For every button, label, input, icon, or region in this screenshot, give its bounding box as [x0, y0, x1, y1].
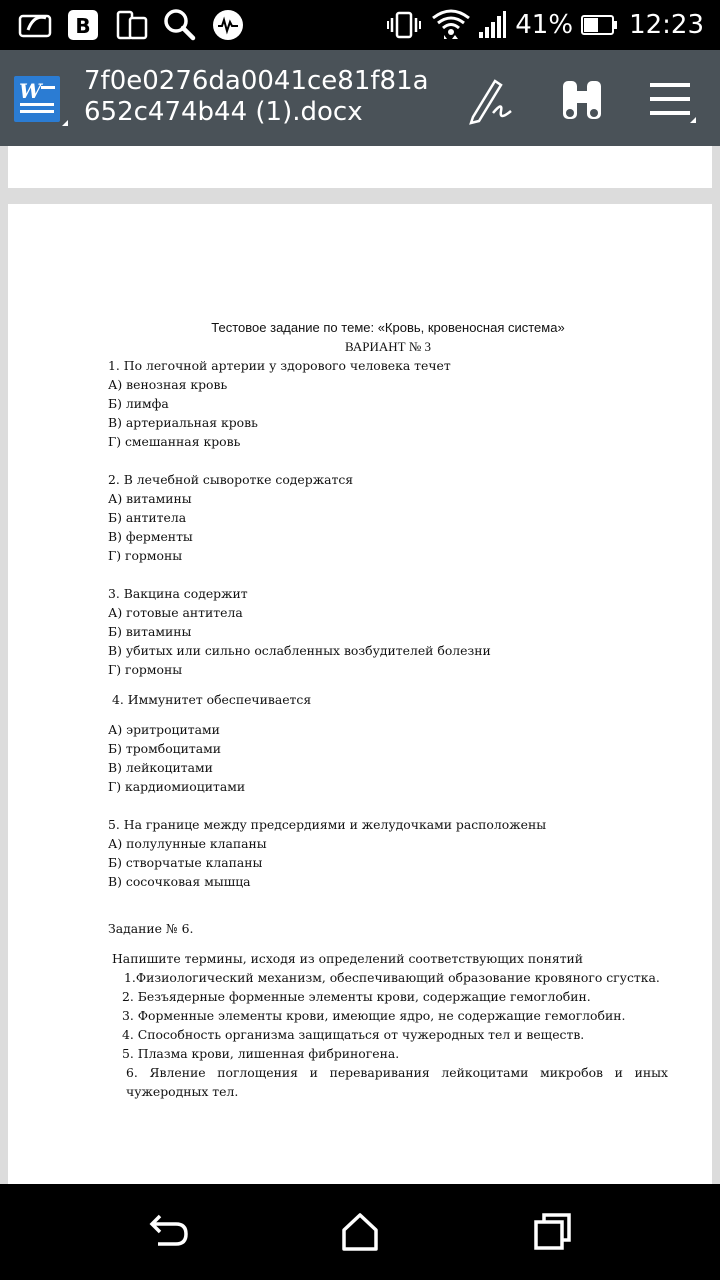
- answer-option: А) венозная кровь: [108, 377, 228, 392]
- question-text: 4. Иммунитет обеспечивается: [112, 692, 312, 707]
- signal-icon: [477, 10, 507, 40]
- menu-icon: [646, 75, 698, 125]
- battery-icon: [581, 14, 617, 36]
- search-icon: [166, 11, 193, 38]
- svg-text:W: W: [19, 79, 42, 103]
- music-app-icon: [213, 10, 243, 40]
- answer-option: Г) гормоны: [108, 662, 183, 677]
- edit-button[interactable]: [462, 72, 518, 128]
- answer-option: В) убитых или сильно ослабленных возбудителей болезни: [108, 643, 491, 658]
- find-button[interactable]: [554, 72, 610, 128]
- document-title: 7f0e0276da0041ce81f81a652c474b44 (1).docx: [84, 66, 429, 127]
- question-1: [108, 356, 668, 451]
- answer-option: Б) лимфа: [108, 396, 169, 411]
- task-item: 1.Физиологический механизм, обеспечивающий образование кровяного сгустка.: [124, 970, 660, 985]
- clock: 12:23: [629, 10, 704, 40]
- edit-pen-icon: [465, 75, 515, 125]
- answer-option: Б) витамины: [108, 624, 192, 639]
- vibrate-icon: [387, 10, 421, 40]
- menu-button[interactable]: [644, 72, 700, 128]
- svg-text:B: B: [75, 14, 91, 38]
- answer-option: Б) тромбоцитами: [108, 741, 222, 756]
- variant-heading: ВАРИАНТ № 3: [345, 339, 431, 354]
- answer-option: В) артериальная кровь: [108, 415, 258, 430]
- task-instruction: Напишите термины, исходя из определений соответствующих понятий: [112, 951, 584, 966]
- question-5: [108, 815, 668, 891]
- word-doc-icon[interactable]: [14, 76, 68, 126]
- dual-sim-icon: [118, 12, 146, 38]
- page-content: [108, 318, 668, 1101]
- answer-option: Б) створчатые клапаны: [108, 855, 263, 870]
- answer-option: Г) кардиомиоцитами: [108, 779, 246, 794]
- navigation-bar: [0, 1184, 720, 1280]
- question-2: [108, 470, 668, 565]
- previous-page: [8, 146, 712, 188]
- task-item: 5. Плазма крови, лишенная фибриногена.: [122, 1046, 400, 1061]
- answer-option: В) сосочковая мышца: [108, 874, 251, 889]
- task-6: [108, 919, 668, 1101]
- status-bar: [0, 0, 720, 50]
- notification-icons: [18, 8, 278, 42]
- task-item: 6. Явление поглощения и переваривания лейкоцитами микробов и иных чужеродных тел.: [126, 1065, 668, 1099]
- screenshot-icon: [20, 16, 50, 36]
- battery-percent: 41%: [515, 10, 574, 40]
- document-heading: Тестовое задание по теме: «Кровь, кровеносная система»: [211, 320, 565, 335]
- home-button[interactable]: [336, 1212, 384, 1252]
- answer-option: А) готовые антитела: [108, 605, 243, 620]
- task-item: 4. Способность организма защищаться от чужеродных тел и веществ.: [122, 1027, 585, 1042]
- answer-option: Г) гормоны: [108, 548, 183, 563]
- binoculars-icon: [557, 75, 607, 125]
- back-button[interactable]: [144, 1212, 192, 1252]
- document-page: [8, 204, 712, 1184]
- question-text: 1. По легочной артерии у здорового человека течет: [108, 358, 451, 373]
- app-bar: [0, 50, 720, 146]
- answer-option: В) ферменты: [108, 529, 193, 544]
- question-3: [108, 584, 668, 679]
- answer-option: А) полулунные клапаны: [108, 836, 267, 851]
- answer-option: А) эритроцитами: [108, 722, 220, 737]
- back-icon: [146, 1214, 190, 1250]
- recent-apps-button[interactable]: [528, 1212, 576, 1252]
- answer-option: Б) антитела: [108, 510, 187, 525]
- answer-option: В) лейкоцитами: [108, 760, 213, 775]
- task-item: 2. Безъядерные форменные элементы крови, содержащие гемоглобин.: [122, 989, 591, 1004]
- task-heading: Задание № 6.: [108, 921, 194, 936]
- document-viewer[interactable]: [0, 146, 720, 1184]
- question-4: [108, 690, 668, 796]
- question-text: 2. В лечебной сыворотке содержатся: [108, 472, 354, 487]
- answer-option: А) витамины: [108, 491, 192, 506]
- question-text: 5. На границе между предсердиями и желудочками расположены: [108, 817, 547, 832]
- task-item: 3. Форменные элементы крови, имеющие ядро, не содержащие гемоглобин.: [122, 1008, 626, 1023]
- status-right: [387, 0, 704, 50]
- vk-icon: [68, 10, 98, 40]
- answer-option: Г) смешанная кровь: [108, 434, 241, 449]
- question-text: 3. Вакцина содержит: [108, 586, 248, 601]
- recent-apps-icon: [530, 1212, 574, 1252]
- home-icon: [338, 1212, 382, 1252]
- wifi-icon: [431, 8, 471, 42]
